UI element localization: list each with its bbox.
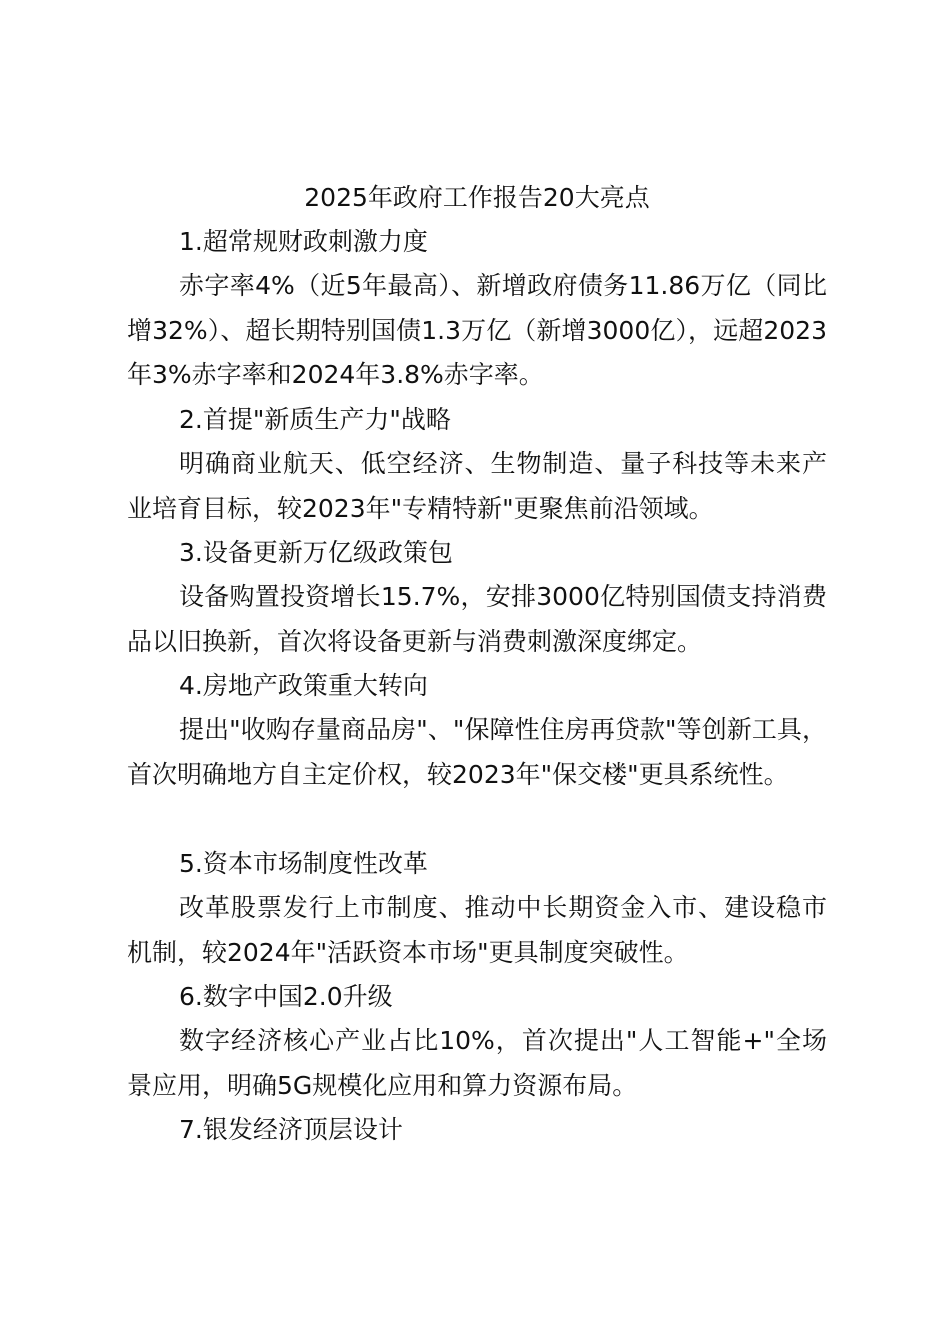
section-heading-1: 1.超常规财政刺激力度 [179, 227, 428, 256]
section-body-2: 明确商业航天、低空经济、生物制造、量子科技等未来产业培育目标，较2023年"专精特新"更聚焦前沿领域。 [127, 449, 827, 523]
section-heading-2: 2.首提"新质生产力"战略 [179, 405, 451, 434]
document-content [127, 176, 827, 1152]
section-heading-3: 3.设备更新万亿级政策包 [179, 538, 453, 567]
section-body-3: 设备购置投资增长15.7%，安排3000亿特别国债支持消费品以旧换新，首次将设备更新与消费刺激深度绑定。 [127, 582, 827, 656]
document-title: 2025年政府工作报告20大亮点 [304, 183, 650, 212]
section-body-1: 赤字率4%（近5年最高）、新增政府债务11.86万亿（同比增32%）、超长期特别国债1.3万亿（新增3000亿），远超2023年3%赤字率和2024年3.8%赤字率。 [127, 271, 827, 389]
section-heading-4: 4.房地产政策重大转向 [179, 671, 428, 700]
section-heading-5: 5.资本市场制度性改革 [179, 849, 428, 878]
section-heading-7: 7.银发经济顶层设计 [179, 1115, 403, 1144]
section-body-4: 提出"收购存量商品房"、"保障性住房再贷款"等创新工具，首次明确地方自主定价权，较2023年"保交楼"更具系统性。 [127, 715, 827, 789]
section-heading-6: 6.数字中国2.0升级 [179, 982, 393, 1011]
section-body-5: 改革股票发行上市制度、推动中长期资金入市、建设稳市机制，较2024年"活跃资本市场"更具制度突破性。 [127, 893, 827, 967]
section-body-6: 数字经济核心产业占比10%，首次提出"人工智能+"全场景应用，明确5G规模化应用和算力资源布局。 [127, 1026, 827, 1100]
